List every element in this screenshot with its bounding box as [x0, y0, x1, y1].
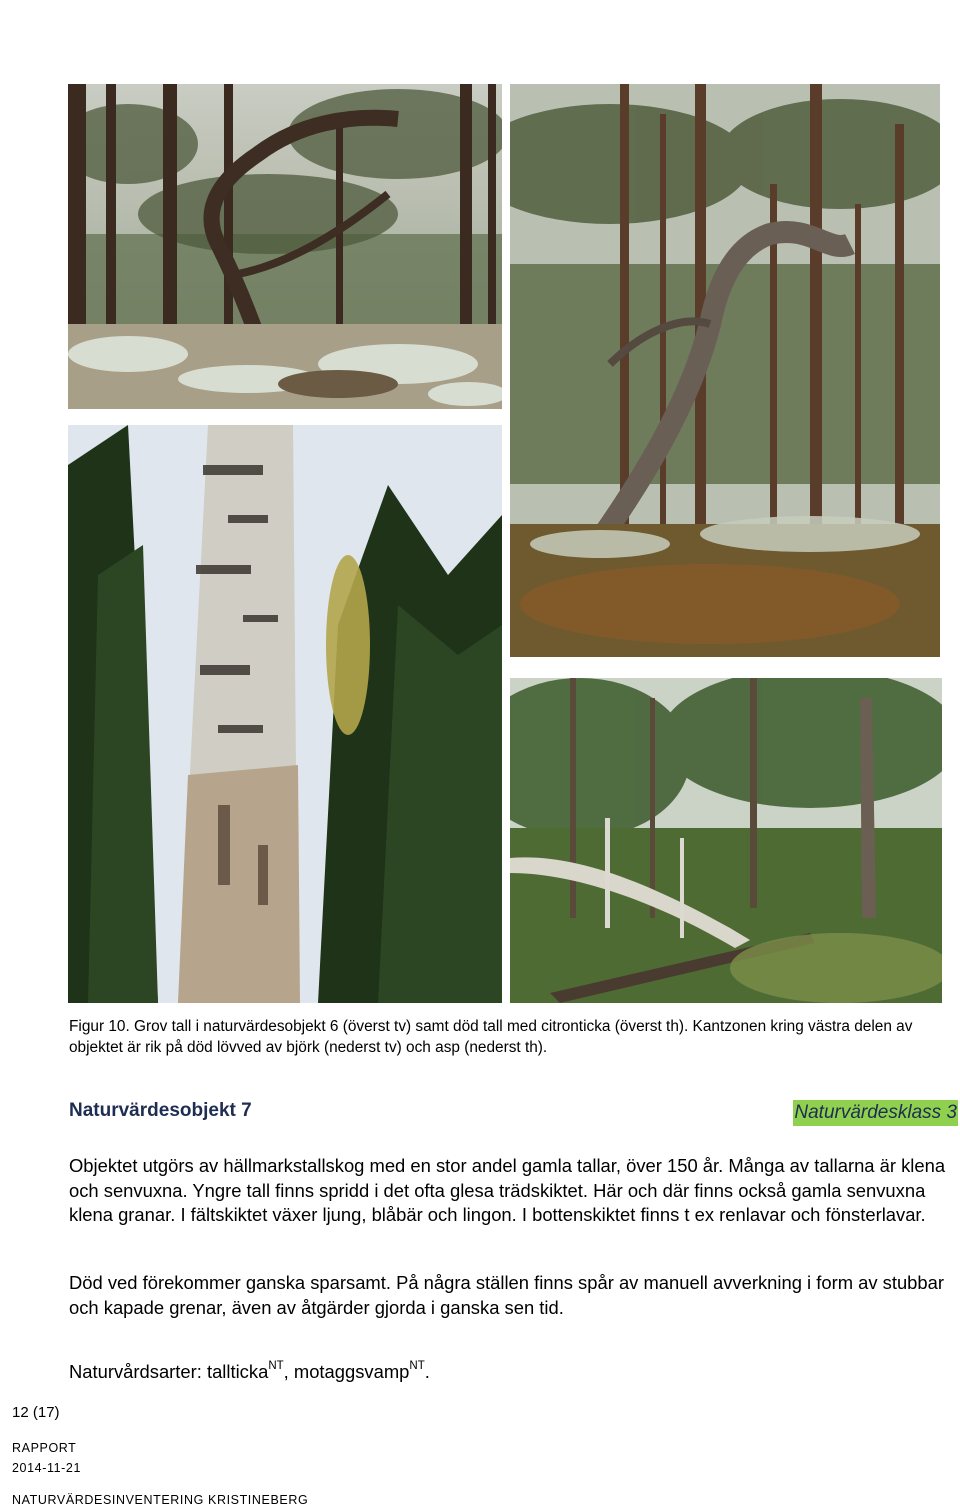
- species-separator: , motaggsvamp: [283, 1361, 410, 1382]
- species-1-last: a: [258, 1361, 269, 1382]
- species-paragraph: [69, 1360, 949, 1385]
- species-prefix: Naturvårdsarter: talltick: [69, 1361, 259, 1382]
- photo-pine-rocky-outcrop: [68, 84, 502, 409]
- footer-document-title: NATURVÄRDESINVENTERING KRISTINEBERG: [12, 1493, 309, 1507]
- value-class-badge: Naturvärdesklass 3: [793, 1100, 958, 1126]
- footer-report-label: RAPPORT: [12, 1441, 77, 1455]
- footer-date: 2014-11-21: [12, 1461, 82, 1475]
- photo-dead-aspen: [510, 678, 942, 1003]
- description-paragraph: Objektet utgörs av hällmarkstallskog med en stor andel gamla tallar, över 150 år. Många av tallarna är klena och senvuxna. Yngre tall finns spridd i det ofta glesa trädskiktet. Här och där finns också gamla senvuxna klena granar. I fältskiktet växer ljung, blåbär och lingon. I bottenskiktet finns t ex renlavar och fönsterlavar.: [69, 1155, 946, 1225]
- figure-caption: Figur 10. Grov tall i naturvärdesobjekt 6 (överst tv) samt död tall med citronticka (överst th). Kantzonen kring västra delen av objektet är rik på död lövved av björk (nederst tv) och asp (nederst th).: [69, 1018, 913, 1056]
- photo-dead-birch: [68, 425, 502, 1003]
- species-end: .: [424, 1361, 430, 1382]
- species-1-status: NT: [268, 1360, 284, 1372]
- page-number: 12 (17): [12, 1404, 60, 1421]
- section-title: Naturvärdesobjekt 7: [69, 1100, 252, 1121]
- dead-wood-paragraph: Död ved förekommer ganska sparsamt. På några ställen finns spår av manuell avverkning i form av stubbar och kapade grenar, även av åtgärder gjorda i ganska sen tid.: [69, 1272, 944, 1318]
- species-2-status: NT: [409, 1360, 425, 1372]
- photo-dead-pine: [510, 84, 940, 657]
